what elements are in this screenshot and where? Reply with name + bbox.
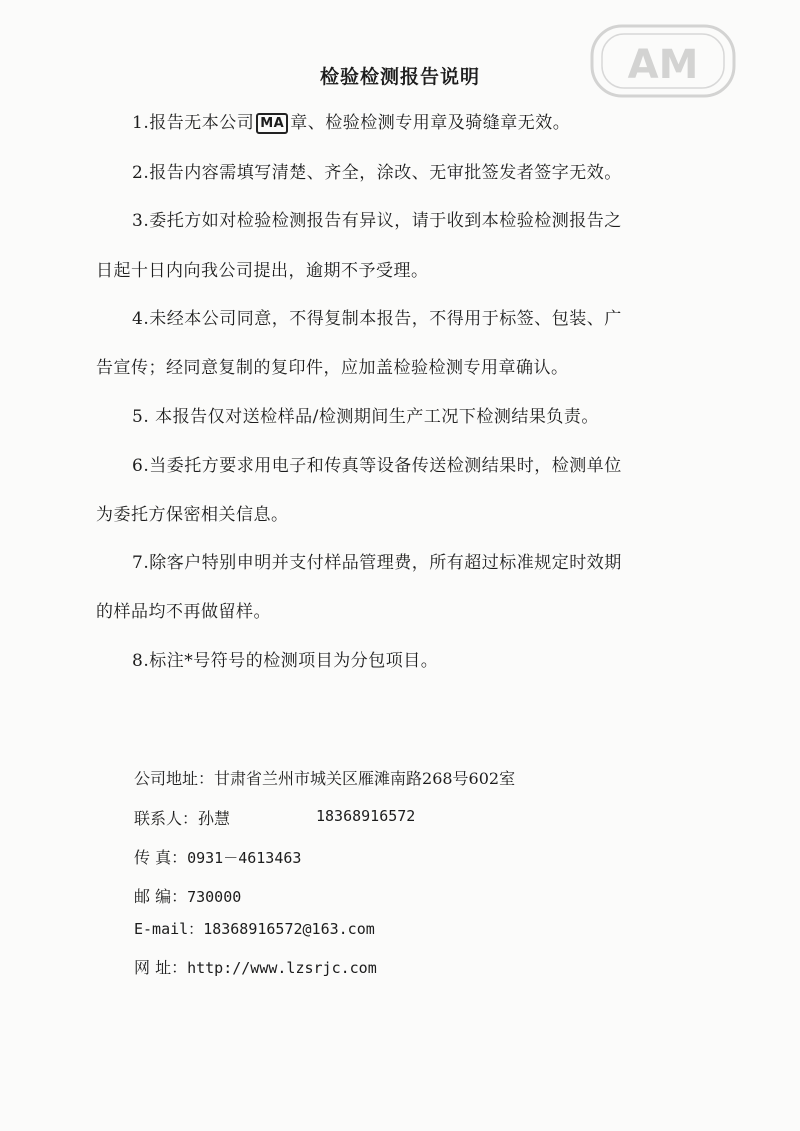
contact-person-row (134, 806, 230, 829)
contact-phone: 18368916572 (316, 807, 416, 825)
company-address-row (134, 766, 515, 789)
email-row (134, 918, 375, 939)
notice-item-3-line-2: 日起十日内向我公司提出，逾期不予受理。 (96, 261, 429, 281)
address-value: 甘肃省兰州市城关区雁滩南路268号602室 (214, 769, 516, 788)
notice-item-1 (132, 108, 570, 134)
postcode-value: 730000 (187, 888, 242, 906)
postcode-row (134, 884, 241, 907)
notice-item-6-line-1: 6.当委托方要求用电子和传真等设备传送检测结果时，检测单位 (132, 456, 622, 476)
fax-row (134, 845, 301, 868)
email-label: E-mail： (134, 920, 204, 938)
contact-person-name: 孙慧 (198, 809, 231, 828)
notice-item-7-line-2: 的样品均不再做留样。 (96, 602, 271, 622)
notice-item-3-line-1: 3.委托方如对检验检测报告有异议，请于收到本检验检测报告之 (132, 211, 622, 231)
notice-item-8: 8.标注*号符号的检测项目为分包项目。 (132, 651, 439, 671)
notice-item-1-prefix: 1.报告无本公司 (132, 113, 255, 133)
notice-item-7-line-1: 7.除客户特别申明并支付样品管理费，所有超过标准规定时效期 (132, 553, 622, 573)
contact-person-label: 联系人： (134, 809, 199, 828)
fax-label: 传 真： (134, 848, 188, 867)
fax-value: 0931－4613463 (187, 849, 302, 867)
email-value: 18368916572@163.com (203, 920, 375, 938)
notice-item-6-line-2: 为委托方保密相关信息。 (96, 505, 289, 525)
notice-item-4-line-1: 4.未经本公司同意，不得复制本报告，不得用于标签、包装、广 (132, 309, 622, 329)
website-value: http://www.lzsrjc.com (187, 959, 377, 977)
notice-item-4-line-2: 告宣传；经同意复制的复印件，应加盖检验检测专用章确认。 (96, 358, 569, 378)
website-row (134, 955, 377, 978)
ma-certification-mark: MA (256, 113, 288, 134)
notice-item-2: 2.报告内容需填写清楚、齐全，涂改、无审批签发者签字无效。 (132, 163, 622, 183)
address-label: 公司地址： (134, 769, 215, 788)
stamp-text: AM (627, 42, 699, 88)
website-label: 网 址： (134, 958, 188, 977)
notice-item-5: 5. 本报告仅对送检样品/检测期间生产工况下检测结果负责。 (132, 407, 599, 427)
page-title: 检验检测报告说明 (319, 66, 480, 88)
postcode-label: 邮 编： (134, 887, 188, 906)
notice-item-1-suffix: 章、检验检测专用章及骑缝章无效。 (290, 113, 571, 133)
